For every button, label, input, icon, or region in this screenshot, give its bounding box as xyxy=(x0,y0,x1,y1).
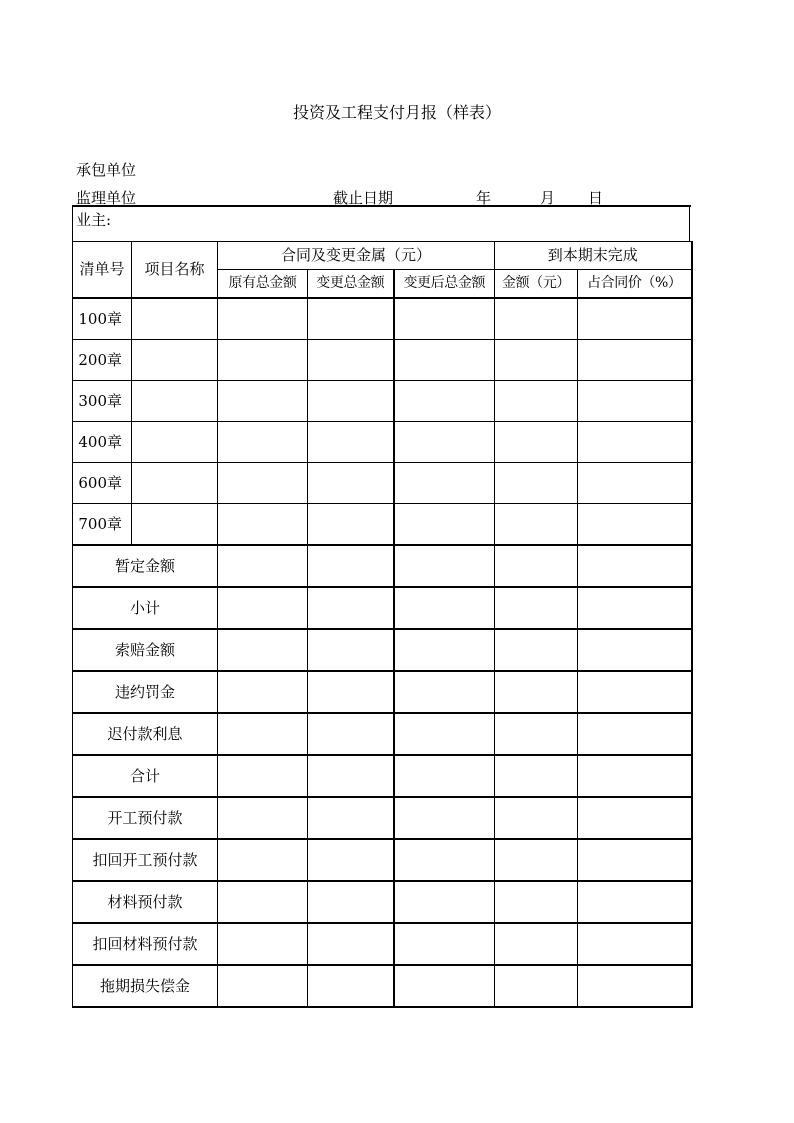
table-cell[interactable] xyxy=(132,504,218,546)
col-item-no: 清单号 xyxy=(73,242,132,299)
table-cell[interactable] xyxy=(495,755,578,797)
table-cell[interactable] xyxy=(394,587,495,629)
table-cell[interactable] xyxy=(132,463,218,504)
summary-label: 扣回材料预付款 xyxy=(73,923,218,965)
table-cell[interactable] xyxy=(394,797,495,839)
table-cell[interactable] xyxy=(218,713,308,755)
table-row xyxy=(73,463,692,504)
table-cell[interactable] xyxy=(495,839,578,881)
table-cell[interactable] xyxy=(578,463,692,504)
table-cell[interactable] xyxy=(308,298,394,340)
table-cell[interactable] xyxy=(394,545,495,587)
table-cell[interactable] xyxy=(495,629,578,671)
table-cell[interactable] xyxy=(578,587,692,629)
table-cell[interactable] xyxy=(578,797,692,839)
table-cell[interactable] xyxy=(308,881,394,923)
table-cell[interactable] xyxy=(218,340,308,381)
table-cell[interactable] xyxy=(578,381,692,422)
table-cell[interactable] xyxy=(308,381,394,422)
table-cell[interactable] xyxy=(218,381,308,422)
sub-change-total: 变更总金额 xyxy=(308,270,394,299)
table-cell[interactable] xyxy=(394,839,495,881)
table-row xyxy=(73,298,692,340)
month-label: 月 xyxy=(540,189,556,207)
table-cell[interactable] xyxy=(495,965,578,1007)
chapter-label: 600章 xyxy=(73,463,132,504)
table-cell[interactable] xyxy=(308,545,394,587)
table-row xyxy=(73,881,692,923)
table-row xyxy=(73,839,692,881)
table-row xyxy=(73,422,692,463)
table-cell[interactable] xyxy=(578,545,692,587)
summary-label: 合计 xyxy=(73,755,218,797)
table-cell[interactable] xyxy=(218,923,308,965)
group-completed-to-date: 到本期末完成 xyxy=(495,242,692,270)
table-row xyxy=(73,381,692,422)
table-row xyxy=(73,923,692,965)
cutoff-date-label: 截止日期 xyxy=(333,189,394,207)
table-cell[interactable] xyxy=(132,381,218,422)
day-label: 日 xyxy=(588,189,604,207)
summary-label: 小计 xyxy=(73,587,218,629)
table-cell[interactable] xyxy=(495,298,578,340)
table-cell[interactable] xyxy=(495,422,578,463)
chapter-label: 300章 xyxy=(73,381,132,422)
sub-after-change-total: 变更后总金额 xyxy=(394,270,495,299)
chapter-label: 400章 xyxy=(73,422,132,463)
summary-label: 开工预付款 xyxy=(73,797,218,839)
table-cell[interactable] xyxy=(578,755,692,797)
table-cell[interactable] xyxy=(495,587,578,629)
table-cell[interactable] xyxy=(218,463,308,504)
table-cell[interactable] xyxy=(394,298,495,340)
table-cell[interactable] xyxy=(578,298,692,340)
table-cell[interactable] xyxy=(308,504,394,546)
table-cell[interactable] xyxy=(578,340,692,381)
table-cell[interactable] xyxy=(394,881,495,923)
table-cell[interactable] xyxy=(218,839,308,881)
group-contract-amount: 合同及变更金属（元） xyxy=(218,242,495,270)
table-cell[interactable] xyxy=(218,797,308,839)
table-cell[interactable] xyxy=(578,671,692,713)
table-cell[interactable] xyxy=(495,881,578,923)
table-cell[interactable] xyxy=(218,755,308,797)
summary-label: 拖期损失偿金 xyxy=(73,965,218,1007)
summary-label: 暂定金额 xyxy=(73,545,218,587)
table-cell[interactable] xyxy=(308,713,394,755)
table-cell[interactable] xyxy=(394,340,495,381)
table-row xyxy=(73,587,692,629)
table-cell[interactable] xyxy=(495,797,578,839)
table-row xyxy=(73,504,692,546)
owner-row xyxy=(72,206,690,242)
table-cell[interactable] xyxy=(308,839,394,881)
table-cell[interactable] xyxy=(394,755,495,797)
table-cell[interactable] xyxy=(308,587,394,629)
table-cell[interactable] xyxy=(495,545,578,587)
table-cell[interactable] xyxy=(218,671,308,713)
table-cell[interactable] xyxy=(394,504,495,546)
table-cell[interactable] xyxy=(578,713,692,755)
table-cell[interactable] xyxy=(218,881,308,923)
supervisor-label: 监理单位 xyxy=(76,189,137,207)
table-cell[interactable] xyxy=(495,504,578,546)
table-cell[interactable] xyxy=(578,504,692,546)
col-item-name: 项目名称 xyxy=(132,242,218,299)
table-row xyxy=(73,340,692,381)
table-cell[interactable] xyxy=(394,965,495,1007)
summary-label: 扣回开工预付款 xyxy=(73,839,218,881)
table-cell[interactable] xyxy=(218,965,308,1007)
table-cell[interactable] xyxy=(218,545,308,587)
table-cell[interactable] xyxy=(495,923,578,965)
table-cell[interactable] xyxy=(308,340,394,381)
table-cell[interactable] xyxy=(132,340,218,381)
contractor-label: 承包单位 xyxy=(76,161,137,179)
table-cell[interactable] xyxy=(495,671,578,713)
table-row xyxy=(73,671,692,713)
table-cell[interactable] xyxy=(495,713,578,755)
table-cell[interactable] xyxy=(394,713,495,755)
summary-label: 违约罚金 xyxy=(73,671,218,713)
table-cell[interactable] xyxy=(218,587,308,629)
table-cell[interactable] xyxy=(308,923,394,965)
summary-label: 索赔金额 xyxy=(73,629,218,671)
table-cell[interactable] xyxy=(495,463,578,504)
table-row xyxy=(73,629,692,671)
table-cell[interactable] xyxy=(394,629,495,671)
table-cell[interactable] xyxy=(578,881,692,923)
owner-label: 业主: xyxy=(76,211,112,229)
table-cell[interactable] xyxy=(495,340,578,381)
table-cell[interactable] xyxy=(218,504,308,546)
table-cell[interactable] xyxy=(308,755,394,797)
chapter-label: 700章 xyxy=(73,504,132,546)
table-cell[interactable] xyxy=(132,422,218,463)
table-cell[interactable] xyxy=(308,463,394,504)
table-row xyxy=(73,965,692,1007)
sub-original-total: 原有总金额 xyxy=(218,270,308,299)
table-row xyxy=(73,755,692,797)
table-cell[interactable] xyxy=(132,298,218,340)
table-row xyxy=(73,713,692,755)
table-cell[interactable] xyxy=(578,839,692,881)
table-cell[interactable] xyxy=(308,797,394,839)
table-cell[interactable] xyxy=(218,422,308,463)
table-cell[interactable] xyxy=(578,923,692,965)
year-label: 年 xyxy=(476,189,492,207)
payment-table xyxy=(72,241,693,1008)
table-cell[interactable] xyxy=(495,381,578,422)
table-cell[interactable] xyxy=(218,629,308,671)
chapter-label: 100章 xyxy=(73,298,132,340)
table-row xyxy=(73,797,692,839)
table-cell[interactable] xyxy=(394,671,495,713)
table-cell[interactable] xyxy=(308,629,394,671)
sub-percent: 占合同价（%） xyxy=(578,270,692,299)
table-cell[interactable] xyxy=(578,629,692,671)
table-row xyxy=(73,545,692,587)
table-header-row-1 xyxy=(73,242,692,270)
report-title: 投资及工程支付月报（样表） xyxy=(292,103,501,122)
table-cell[interactable] xyxy=(578,965,692,1007)
table-cell[interactable] xyxy=(394,923,495,965)
chapter-label: 200章 xyxy=(73,340,132,381)
table-cell[interactable] xyxy=(394,381,495,422)
table-cell[interactable] xyxy=(394,463,495,504)
summary-label: 迟付款利息 xyxy=(73,713,218,755)
table-cell[interactable] xyxy=(308,671,394,713)
table-cell[interactable] xyxy=(308,422,394,463)
table-cell[interactable] xyxy=(308,965,394,1007)
table-cell[interactable] xyxy=(218,298,308,340)
sub-amount: 金额（元） xyxy=(495,270,578,299)
table-cell[interactable] xyxy=(578,422,692,463)
summary-label: 材料预付款 xyxy=(73,881,218,923)
table-cell[interactable] xyxy=(394,422,495,463)
